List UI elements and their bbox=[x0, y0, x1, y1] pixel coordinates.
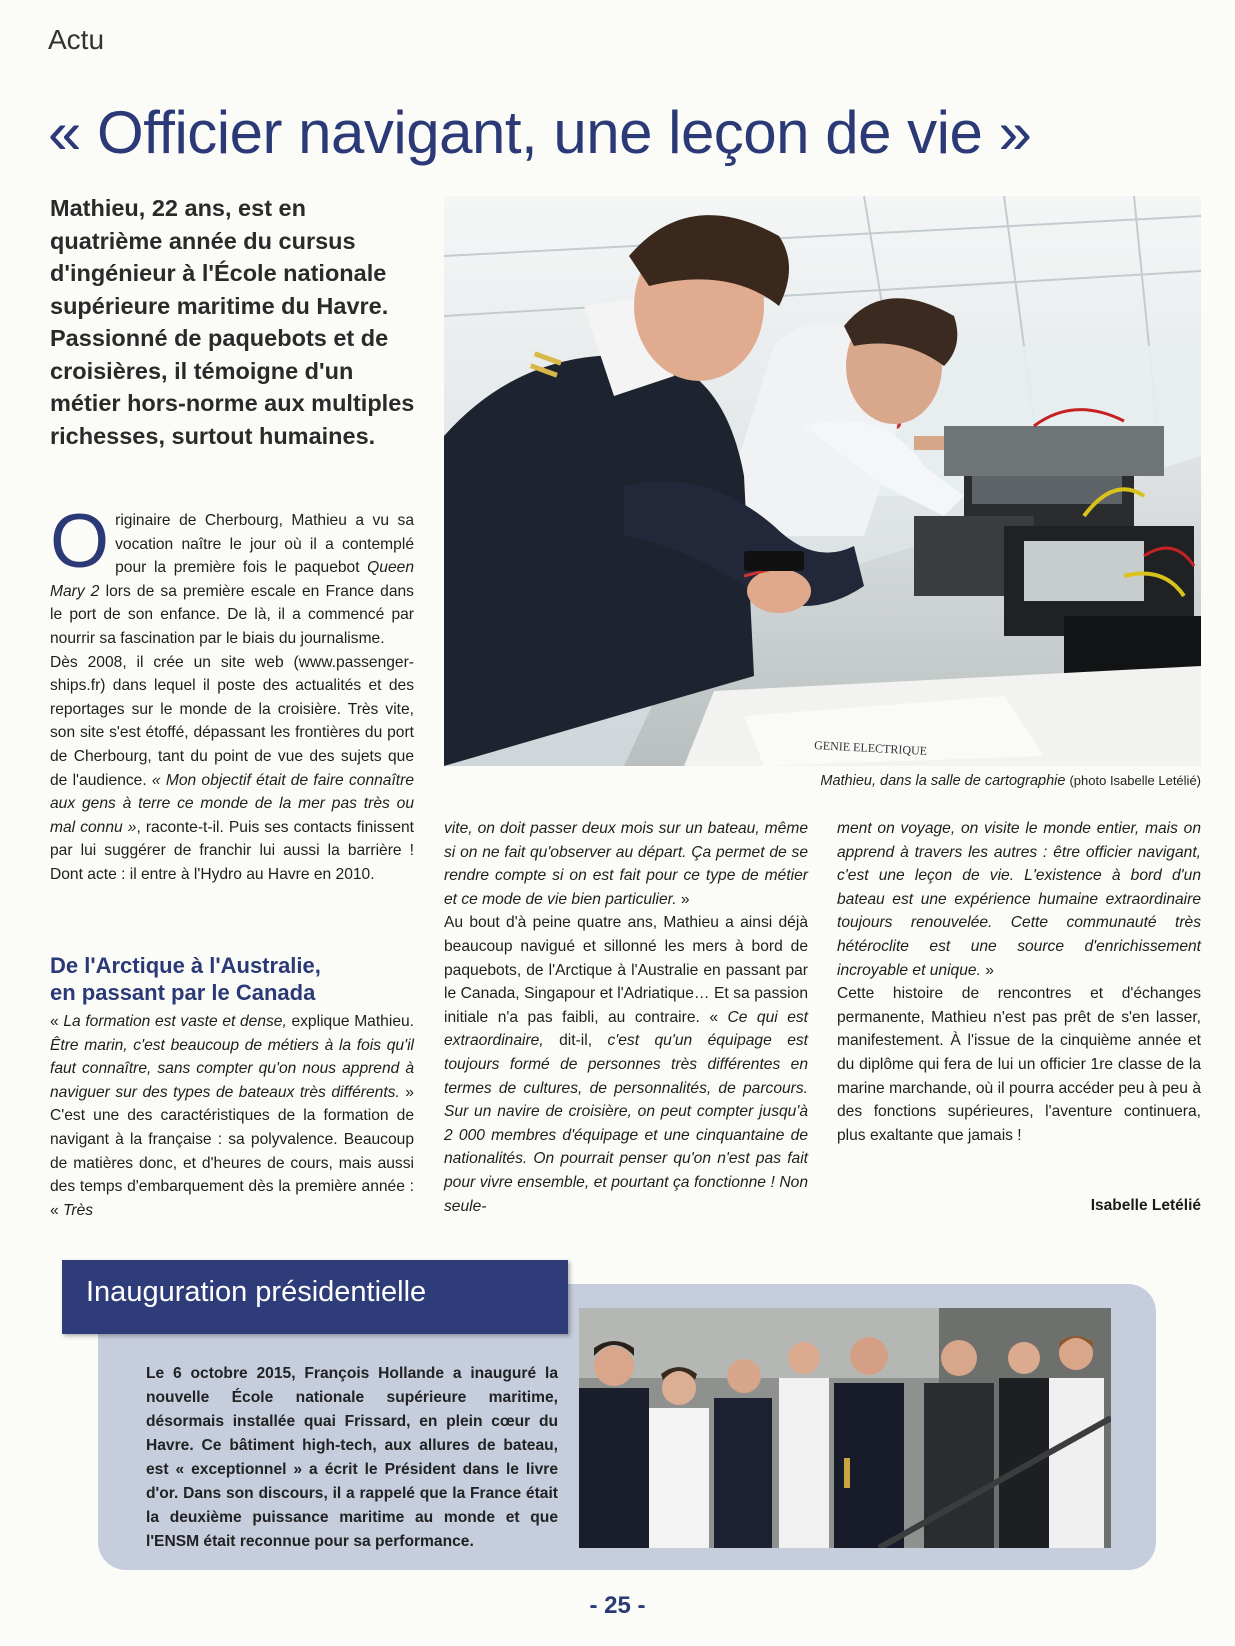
lead-paragraph: Mathieu, 22 ans, est en quatrième année du cursus d'ingénieur à l'École nationale supérieure maritime du Havre. Passionné de paquebots et de croisières, il témoigne d'un métier hors-norme aux multiples richesses, surtout humaines. bbox=[50, 195, 415, 449]
inauguration-photo-illustration bbox=[579, 1308, 1111, 1548]
author-signature: Isabelle Letélié bbox=[1090, 1197, 1201, 1214]
subheading: De l'Arctique à l'Australie, en passant par le Canada bbox=[50, 953, 321, 1005]
paragraph-lesson: ment on voyage, on visite le monde entier, mais on apprend à travers les autres : être officier navigant, c'est une leçon de vie. L'existence à bord d'un bateau est une expérience humaine extraordinaire toujours renouvelée. Cette communauté très hétéroclite est une source d'enrichissement incroyable et unique. » bbox=[837, 820, 1201, 979]
article-column-1-continued bbox=[50, 1010, 414, 1222]
photo-caption: Mathieu, dans la salle de cartographie (photo Isabelle Letélié) bbox=[820, 773, 1201, 789]
article-column-1 bbox=[50, 499, 414, 887]
article-column-3 bbox=[837, 817, 1201, 1147]
paragraph-travels: Au bout d'à peine quatre ans, Mathieu a ainsi déjà beaucoup navigué et sillonné les mers à bord de paquebots, de l'Arctique à l'Australie en passant par le Canada, Singapour et l'Adriatique… Et sa passion initiale n'a pas faibli, au contraire. « Ce qui est extraordinaire, dit-il, c'est qu'un équipage est toujours formé de personnes très différentes en termes de cultures, de personnalités, de parcours. Sur un navire de croisière, on peut compter jusqu'à 2 000 membres d'équipage et une cinquantaine de nationalités. On pourrait penser qu'on n'est pas fait pour vivre ensemble, et pourtant ça fonctionne ! Non seule- bbox=[444, 914, 808, 1215]
paragraph-future: Cette histoire de rencontres et d'échanges permanente, Mathieu n'est pas prêt de s'en lasser, manifestement. À l'issue de la cinquième année et du diplôme qui fera de lui un officier 1re classe de la marine marchande, où il pourra accéder peu à peu à des fonctions supérieures, l'aventure continuera, plus exaltante que jamais ! bbox=[837, 985, 1201, 1144]
box-text: Le 6 octobre 2015, François Hollande a inauguré la nouvelle École nationale supérieure maritime, désormais installée quai Frissard, en plein cœur du Havre. Ce bâtiment high-tech, aux allures de bateau, est « exceptionnel » a écrit le Président dans le livre d'or. Dans son discours, il a rappelé que la France était la deuxième puissance maritime au monde et que l'ENSM était reconnue pour sa performance. bbox=[146, 1365, 558, 1550]
article-column-2 bbox=[444, 817, 808, 1218]
main-photo bbox=[444, 196, 1201, 766]
paragraph-embark: vite, on doit passer deux mois sur un bateau, même si on ne fait qu'observer au départ. Ça permet de se rendre compte si on est fait pour ce type de métier et ce mode de vie bien particulier. » bbox=[444, 820, 808, 908]
box-title: Inauguration présidentielle bbox=[86, 1276, 427, 1308]
document-label: GENIE ELECTRIQUE bbox=[813, 738, 928, 758]
ship-name: Queen Mary 2 bbox=[50, 559, 414, 600]
headline: « Officier navigant, une leçon de vie » bbox=[48, 99, 1032, 166]
page-number: - 25 - bbox=[589, 1592, 646, 1619]
quote-objective: « Mon objectif était de faire connaître aux gens à terre ce monde de la mer pas très ou mal connu » bbox=[50, 771, 414, 836]
drop-cap: O bbox=[50, 499, 110, 584]
paragraph-training: « La formation est vaste et dense, explique Mathieu. Être marin, c'est beaucoup de métiers à la fois qu'il faut connaître, sans compter qu'on nous apprend à naviguer sur des types de bateaux très différents. » C'est une des caractéristiques de la formation de navigant à la française : sa polyvalence. Beaucoup de matières donc, et d'heures de cours, mais aussi des temps d'embarquement dès la première année : « Très bbox=[50, 1013, 414, 1219]
paragraph-origin: Originaire de Cherbourg, Mathieu a vu sa vocation naître le jour où il a contemplé pour la première fois le paquebot Queen Mary 2 lors de sa première escale en France dans le port de son enfance. De là, il a commencé par nourrir sa fascination par le biais du journalisme. bbox=[50, 499, 414, 647]
paragraph-website: Dès 2008, il crée un site web (www.passenger-ships.fr) dans lequel il poste des actualités et des reportages sur le monde de la croisière. Très vite, son site s'est étoffé, dépassant les frontières du port de Cherbourg, tant du point de vue des sujets que de l'audience. « Mon objectif était de faire connaître aux gens à terre ce monde de la mer pas très ou mal connu », raconte-t-il. Puis ses contacts finissent par lui suggérer de franchir lui aussi la barrière ! Dont acte : il entre à l'Hydro au Havre en 2010. bbox=[50, 653, 414, 883]
section-label: Actu bbox=[48, 24, 105, 55]
photo-credit: (photo Isabelle Letélié) bbox=[1069, 773, 1201, 788]
main-photo-illustration bbox=[444, 196, 1201, 766]
inauguration-photo bbox=[579, 1308, 1111, 1548]
